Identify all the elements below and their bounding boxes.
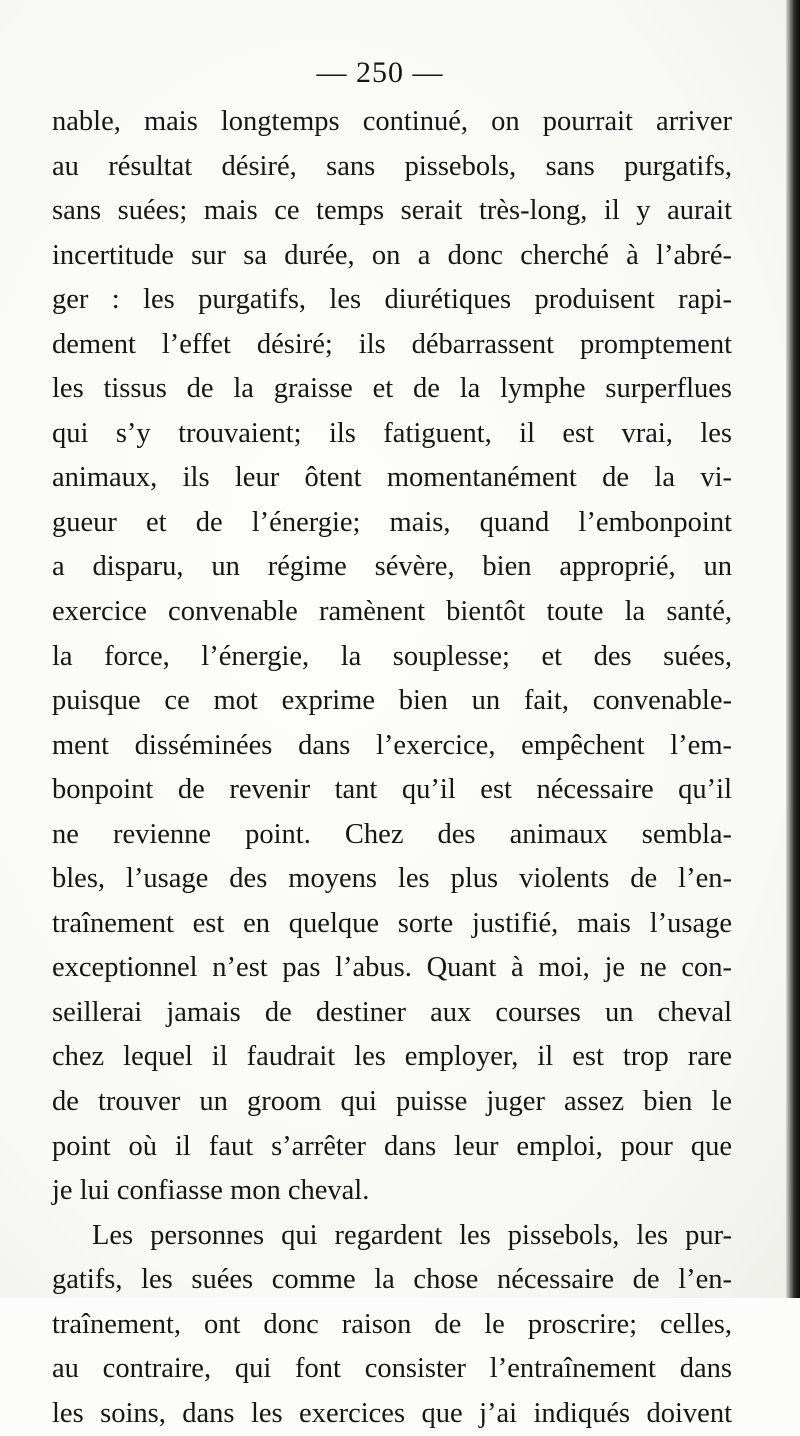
text-line: traînement, ont donc raison de le proscrire; celles, bbox=[52, 1308, 732, 1340]
text-line: a disparu, un régime sévère, bien approprié, un bbox=[52, 551, 732, 583]
text-line: de trouver un groom qui puisse juger assez bien le bbox=[52, 1086, 732, 1118]
text-line: seillerai jamais de destiner aux courses un cheval bbox=[52, 996, 732, 1028]
text-line: exceptionnel n’est pas l’abus. Quant à moi, je ne con- bbox=[52, 952, 732, 984]
text-line: gatifs, les suées comme la chose nécessaire de l’en- bbox=[52, 1264, 732, 1296]
text-line: bonpoint de revenir tant qu’il est nécessaire qu’il bbox=[52, 774, 732, 806]
text-line: chez lequel il faudrait les employer, il est trop rare bbox=[52, 1041, 732, 1073]
text-line: qui s’y trouvaient; ils fatiguent, il est vrai, les bbox=[52, 417, 732, 449]
text-line: je lui confiasse mon cheval. bbox=[52, 1175, 370, 1207]
text-line: ne revienne point. Chez des animaux sembla- bbox=[52, 818, 732, 850]
body-text bbox=[52, 100, 732, 1436]
text-line: au résultat désiré, sans pissebols, sans purgatifs, bbox=[52, 150, 732, 182]
paragraph-start-line: Les personnes qui regardent les pissebols, les pur- bbox=[92, 1219, 732, 1251]
text-line: les soins, dans les exercices que j’ai indiqués doivent bbox=[52, 1397, 732, 1429]
text-line: exercice convenable ramènent bientôt toute la santé, bbox=[52, 596, 732, 628]
text-line: nable, mais longtemps continué, on pourrait arriver bbox=[52, 106, 732, 137]
text-line: ment disséminées dans l’exercice, empêchent l’em- bbox=[52, 729, 732, 761]
text-line: sans suées; mais ce temps serait très-long, il y aurait bbox=[52, 195, 732, 227]
text-line: incertitude sur sa durée, on a donc cherché à l’abré- bbox=[52, 239, 732, 271]
text-line: point où il faut s’arrêter dans leur emploi, pour que bbox=[52, 1130, 732, 1162]
text-line: les tissus de la graisse et de la lymphe surperflues bbox=[52, 373, 732, 405]
text-line: animaux, ils leur ôtent momentanément de la vi- bbox=[52, 462, 732, 494]
text-line: ger : les purgatifs, les diurétiques produisent rapi- bbox=[52, 284, 732, 316]
page-number: — 250 — bbox=[316, 56, 444, 89]
text-line: gueur et de l’énergie; mais, quand l’embonpoint bbox=[52, 506, 732, 538]
text-line: dement l’effet désiré; ils débarrassent promptement bbox=[52, 328, 732, 360]
text-line: au contraire, qui font consister l’entraînement dans bbox=[52, 1353, 732, 1385]
text-line: traînement est en quelque sorte justifié, mais l’usage bbox=[52, 907, 732, 939]
text-line: la force, l’énergie, la souplesse; et des suées, bbox=[52, 640, 732, 672]
text-line: puisque ce mot exprime bien un fait, convenable- bbox=[52, 685, 732, 717]
text-line: bles, l’usage des moyens les plus violents de l’en- bbox=[52, 863, 732, 895]
page-edge-shadow bbox=[786, 0, 800, 1298]
